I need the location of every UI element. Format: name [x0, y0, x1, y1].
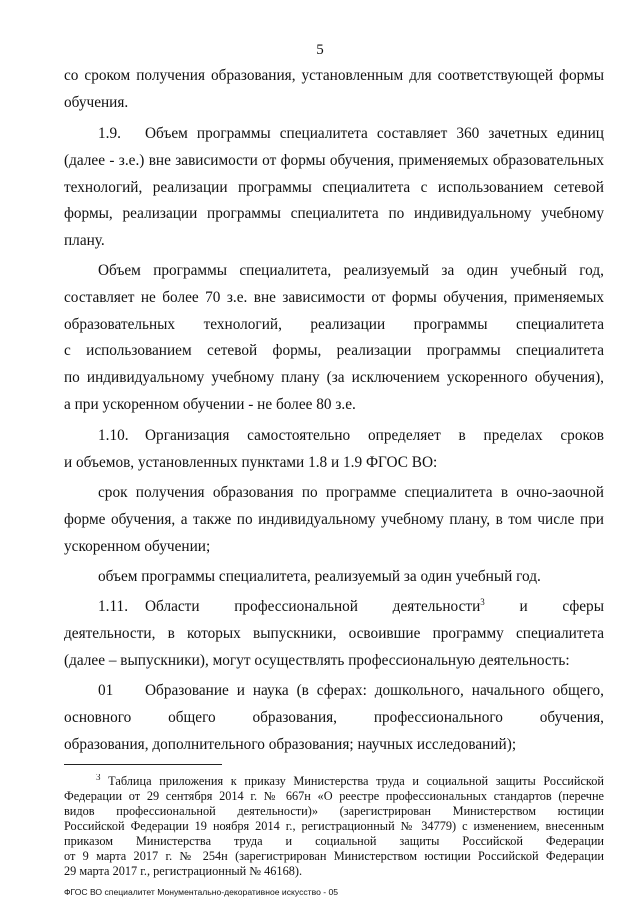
footnote-reference[interactable]: 3 [480, 598, 485, 607]
paragraph-line: срок получения образования по программе специалитета в очно-заочной [98, 484, 604, 501]
paragraph-line: Организация самостоятельно определяет в пределах сроков [145, 427, 604, 444]
page-number: 5 [316, 42, 324, 58]
paragraph-line: Образование и наука (в сферах: дошкольного, начального общего, [145, 682, 604, 699]
paragraph-line: формы, реализации программы специалитета по индивидуальному учебному [64, 205, 604, 222]
footnote-line: видов профессиональной деятельности)» (зарегистрирован Министерством юстиции [64, 804, 604, 818]
footnote-line: 29 марта 2017 г., регистрационный № 46168). [64, 864, 303, 878]
paragraph-line: по индивидуальному учебному плану (за исключением ускоренного обучения), [64, 369, 604, 386]
clause-number: 01 [98, 682, 114, 699]
footnote-line: от 9 марта 2017 г. № 254н (зарегистрирован Министерством юстиции Российской Федерации [64, 849, 604, 863]
paragraph-line: а при ускоренном обучении - не более 80 з.е. [64, 396, 356, 413]
paragraph-line: деятельности, в которых выпускники, освоившие программу специалитета [64, 625, 604, 642]
page-footer: ФГОС ВО специалитет Монументально-декоративное искусство - 05 [64, 887, 339, 897]
paragraph-line: образования, дополнительного образования; научных исследований); [64, 736, 517, 753]
paragraph-line: (далее - з.е.) вне зависимости от формы обучения, применяемых образовательных [64, 152, 604, 169]
paragraph-text: Области профессиональной деятельности [145, 598, 481, 615]
paragraph-text: и сферы [519, 598, 604, 615]
paragraph-line: Объем программы специалитета составляет 360 зачетных единиц [145, 125, 604, 142]
paragraph-line: с использованием сетевой формы, реализации программы специалитета [64, 342, 604, 359]
footnote-line: приказом Министерства труда и социальной защиты Российской Федерации [64, 834, 604, 848]
paragraph-line: Объем программы специалитета, реализуемый за один учебный год, [98, 262, 604, 279]
footnote-line: Федерации от 29 сентября 2014 г. № 667н «О реестре профессиональных стандартов (перечне [64, 789, 604, 803]
paragraph-line: и объемов, установленных пунктами 1.8 и 1.9 ФГОС ВО: [64, 454, 438, 471]
paragraph-line: объем программы специалитета, реализуемый за один учебный год. [98, 568, 541, 585]
paragraph-line: основного общего образования, профессионального обучения, [64, 709, 604, 726]
footnote-divider [64, 764, 222, 765]
clause-number: 1.9. [98, 125, 121, 142]
clause-number: 1.11. [98, 598, 129, 615]
footnote-line: Российской Федерации 19 ноября 2014 г., регистрационный № 34779) с изменением, внесенным [64, 819, 604, 833]
paragraph-line: со сроком получения образования, установленным для соответствующей формы [64, 67, 604, 84]
footnote-line: $^3$ Таблица приложения к приказу Министерства труда и социальной защиты Российской [96, 774, 604, 789]
paragraph-line: технологий, реализации программы специалитета с использованием сетевой [64, 179, 604, 196]
paragraph-line: форме обучения, а также по индивидуальному учебному плану, в том числе при [64, 511, 604, 528]
footnote-mark: 3 [96, 774, 101, 782]
paragraph-line: ускоренном обучении; [64, 538, 211, 555]
clause-number: 1.10. [98, 427, 129, 444]
paragraph-line: составляет не более 70 з.е. вне зависимости от формы обучения, применяемых [64, 289, 604, 306]
paragraph-line: образовательных технологий, реализации программы специалитета [64, 316, 604, 333]
paragraph-line: обучения. [64, 94, 129, 111]
paragraph-line: (далее – выпускники), могут осуществлять профессиональную деятельность: [64, 652, 570, 669]
paragraph-line: плану. [64, 232, 105, 249]
paragraph-line-with-footnote [145, 598, 604, 616]
